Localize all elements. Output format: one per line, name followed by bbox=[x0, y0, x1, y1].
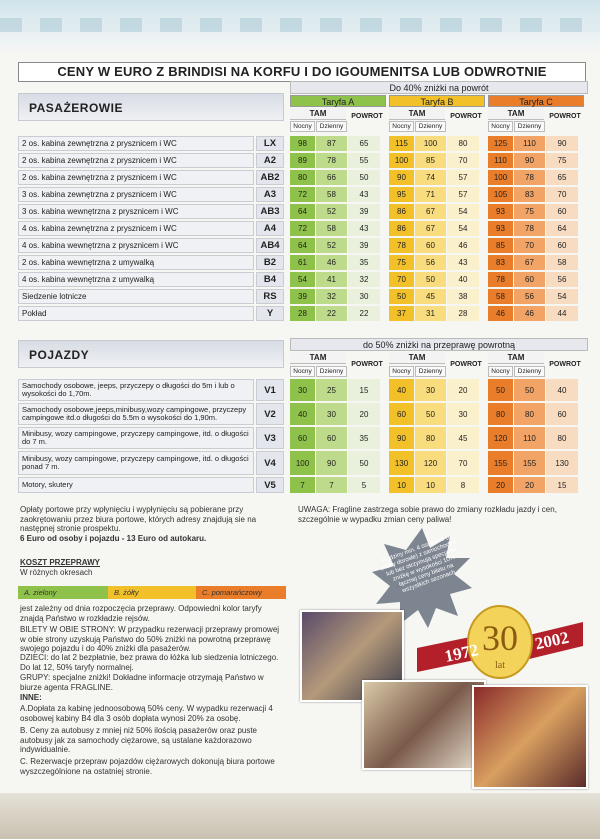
vehicle-price-cell: 20 bbox=[488, 477, 513, 493]
passenger-row-code: LX bbox=[256, 136, 284, 151]
powrot-header: POWROT bbox=[450, 113, 482, 120]
vehicle-powrot-header: POWROT bbox=[549, 361, 581, 368]
price-cell: 110 bbox=[514, 136, 545, 151]
vehicle-price-cell: 30 bbox=[290, 379, 315, 401]
vehicle-row-label: Minibusy, wozy campingowe, przyczepy campingowe, itd. o długości ponad 7 m. bbox=[18, 451, 254, 475]
vehicle-nocny-header: Nocny bbox=[290, 366, 315, 377]
price-cell: 78 bbox=[389, 238, 414, 253]
price-cell: 32 bbox=[316, 289, 347, 304]
price-cell: 86 bbox=[389, 221, 414, 236]
koszt-subtitle: W różnych okresach bbox=[20, 568, 93, 577]
price-cell: 80 bbox=[447, 136, 479, 151]
passenger-row-code: AB3 bbox=[256, 204, 284, 219]
price-cell: 52 bbox=[316, 238, 347, 253]
price-cell: 35 bbox=[348, 255, 380, 270]
nocny-header: Nocny bbox=[290, 121, 315, 132]
other-heading: INNE: bbox=[20, 693, 42, 702]
price-cell: 56 bbox=[415, 255, 446, 270]
price-cell: 105 bbox=[488, 187, 513, 202]
price-cell: 57 bbox=[447, 187, 479, 202]
price-cell: 54 bbox=[447, 221, 479, 236]
price-cell: 64 bbox=[290, 238, 315, 253]
price-cell: 43 bbox=[348, 221, 380, 236]
price-cell: 54 bbox=[546, 289, 578, 304]
vehicles-heading: POJAZDY bbox=[18, 340, 284, 368]
passenger-row-code: B2 bbox=[256, 255, 284, 270]
price-cell: 58 bbox=[316, 221, 347, 236]
port-fees-bold: 6 Euro od osoby i pojazdu - 13 Euro od autokaru. bbox=[20, 534, 207, 543]
price-cell: 90 bbox=[389, 170, 414, 185]
vehicle-price-cell: 130 bbox=[389, 451, 414, 475]
price-cell: 37 bbox=[389, 306, 414, 321]
vehicle-price-cell: 50 bbox=[514, 379, 545, 401]
dzienny-header: Dzienny bbox=[514, 121, 545, 132]
vehicle-row-code: V4 bbox=[256, 451, 284, 475]
price-cell: 39 bbox=[348, 238, 380, 253]
price-cell: 93 bbox=[488, 221, 513, 236]
price-cell: 85 bbox=[415, 153, 446, 168]
price-cell: 44 bbox=[546, 306, 578, 321]
passenger-row-code: Y bbox=[256, 306, 284, 321]
price-cell: 50 bbox=[389, 289, 414, 304]
vehicle-price-cell: 80 bbox=[514, 403, 545, 425]
koszt-title: KOSZT PRZEPRAWY bbox=[20, 558, 101, 567]
price-cell: 58 bbox=[546, 255, 578, 270]
other-b-note: B. Ceny za autobusy z mniej niż 50% ilością pasażerów oraz puste autobusy jak za samochody ciężarowe, są ustalane każdorazowo indywidualnie. bbox=[20, 726, 258, 754]
price-cell: 100 bbox=[389, 153, 414, 168]
passenger-row-label: 2 os. kabina zewnętrzna z prysznicem i WC bbox=[18, 153, 254, 168]
price-cell: 66 bbox=[316, 170, 347, 185]
price-cell: 46 bbox=[514, 306, 545, 321]
vehicle-price-cell: 60 bbox=[389, 403, 414, 425]
price-cell: 110 bbox=[488, 153, 513, 168]
price-cell: 83 bbox=[514, 187, 545, 202]
vehicle-price-cell: 50 bbox=[348, 451, 380, 475]
vehicle-price-cell: 30 bbox=[316, 403, 347, 425]
vehicle-price-cell: 40 bbox=[389, 379, 414, 401]
price-cell: 31 bbox=[415, 306, 446, 321]
vehicle-price-cell: 80 bbox=[415, 427, 446, 449]
price-cell: 71 bbox=[415, 187, 446, 202]
price-cell: 98 bbox=[290, 136, 315, 151]
vehicle-price-cell: 15 bbox=[348, 379, 380, 401]
passenger-row-code: AB2 bbox=[256, 170, 284, 185]
uwaga-note: UWAGA: Fragline zastrzega sobie prawo do zmiany rozkładu jazdy i cen, szczególnie w wypadku zmian ceny paliwa! bbox=[298, 505, 557, 524]
price-cell: 46 bbox=[488, 306, 513, 321]
vehicle-row-code: V2 bbox=[256, 403, 284, 425]
price-cell: 67 bbox=[415, 204, 446, 219]
price-cell: 89 bbox=[290, 153, 315, 168]
vehicles-discount-band: do 50% zniżki na przeprawę powrotną bbox=[290, 338, 588, 351]
vehicle-price-cell: 120 bbox=[415, 451, 446, 475]
price-cell: 74 bbox=[415, 170, 446, 185]
nocny-header: Nocny bbox=[389, 121, 414, 132]
price-cell: 60 bbox=[546, 204, 578, 219]
price-cell: 100 bbox=[415, 136, 446, 151]
vehicle-nocny-header: Nocny bbox=[389, 366, 414, 377]
price-cell: 38 bbox=[447, 289, 479, 304]
price-cell: 90 bbox=[546, 136, 578, 151]
vehicle-price-cell: 80 bbox=[488, 403, 513, 425]
vehicle-price-cell: 60 bbox=[290, 427, 315, 449]
vehicle-price-cell: 120 bbox=[488, 427, 513, 449]
price-cell: 67 bbox=[415, 221, 446, 236]
price-cell: 78 bbox=[316, 153, 347, 168]
price-cell: 55 bbox=[348, 153, 380, 168]
vehicle-price-cell: 110 bbox=[514, 427, 545, 449]
price-cell: 58 bbox=[488, 289, 513, 304]
vehicle-price-cell: 30 bbox=[447, 403, 479, 425]
price-cell: 61 bbox=[290, 255, 315, 270]
price-cell: 115 bbox=[389, 136, 414, 151]
passengers-discount-band: Do 40% zniżki na powrót bbox=[290, 81, 588, 94]
vehicle-price-cell: 40 bbox=[546, 379, 578, 401]
vehicle-tam-header: TAM bbox=[290, 352, 346, 364]
powrot-header: POWROT bbox=[549, 113, 581, 120]
vehicle-row-code: V3 bbox=[256, 427, 284, 449]
tam-header: TAM bbox=[488, 108, 544, 120]
price-cell: 50 bbox=[415, 272, 446, 287]
groups-note: GRUPY: specjalne zniżki! Dokładne informacje otrzymają Państwo w biurze agenta FRAGLINE. bbox=[20, 673, 264, 692]
year-start: 1972 bbox=[442, 640, 481, 666]
vehicle-row-label: Motory, skutery bbox=[18, 477, 254, 493]
vehicle-dzienny-header: Dzienny bbox=[316, 366, 347, 377]
sky-banner bbox=[0, 0, 600, 52]
legend-yellow: B. żółty bbox=[108, 586, 196, 599]
vehicle-price-cell: 45 bbox=[447, 427, 479, 449]
price-cell: 43 bbox=[348, 187, 380, 202]
price-cell: 78 bbox=[514, 170, 545, 185]
passenger-row-code: B4 bbox=[256, 272, 284, 287]
vehicle-dzienny-header: Dzienny bbox=[415, 366, 446, 377]
vehicle-price-cell: 70 bbox=[447, 451, 479, 475]
vehicle-price-cell: 90 bbox=[389, 427, 414, 449]
price-cell: 41 bbox=[316, 272, 347, 287]
price-cell: 95 bbox=[389, 187, 414, 202]
tariff-header-1: Taryfa B bbox=[389, 95, 485, 107]
price-cell: 22 bbox=[348, 306, 380, 321]
vehicle-price-cell: 50 bbox=[415, 403, 446, 425]
vehicle-price-cell: 15 bbox=[546, 477, 578, 493]
price-cell: 65 bbox=[546, 170, 578, 185]
return-tickets-note: BILETY W OBIE STRONY: W przypadku rezerwacji przeprawy promowej w obie strony uzyskują Państwo do 50% zniżki na powrotną przeprawę swojego pojazdu i do 40% zniżki dla pasażerów. bbox=[20, 625, 280, 653]
price-cell: 60 bbox=[546, 238, 578, 253]
price-cell: 54 bbox=[447, 204, 479, 219]
vehicle-tam-header: TAM bbox=[488, 352, 544, 364]
price-cell: 46 bbox=[447, 238, 479, 253]
other-c-note: C. Rezerwacje przepraw pojazdów ciężarowych dokonują biura portowe wyszczególnione na ostatniej stronie. bbox=[20, 757, 275, 776]
vehicle-price-cell: 7 bbox=[290, 477, 315, 493]
price-cell: 72 bbox=[290, 221, 315, 236]
vehicle-price-cell: 80 bbox=[546, 427, 578, 449]
vehicle-nocny-header: Nocny bbox=[488, 366, 513, 377]
tariff-header-0: Taryfa A bbox=[290, 95, 386, 107]
vehicle-row-label: Samochody osobowe, jeeps, przyczepy o długości do 5m i lub o wysokości do 1,70m. bbox=[18, 379, 254, 401]
vehicle-price-cell: 40 bbox=[290, 403, 315, 425]
passenger-row-label: 4 os. kabina zewnętrzna z prysznicem i WC bbox=[18, 221, 254, 236]
price-cell: 90 bbox=[514, 153, 545, 168]
passenger-row-code: A2 bbox=[256, 153, 284, 168]
vehicle-price-cell: 5 bbox=[348, 477, 380, 493]
vehicle-price-cell: 7 bbox=[316, 477, 347, 493]
photo-dining bbox=[362, 680, 486, 770]
vehicle-price-cell: 10 bbox=[389, 477, 414, 493]
price-cell: 30 bbox=[348, 289, 380, 304]
price-cell: 22 bbox=[316, 306, 347, 321]
vehicle-price-cell: 155 bbox=[514, 451, 545, 475]
price-cell: 56 bbox=[546, 272, 578, 287]
decorative-footer bbox=[0, 793, 600, 839]
price-cell: 75 bbox=[546, 153, 578, 168]
tam-header: TAM bbox=[290, 108, 346, 120]
price-cell: 78 bbox=[488, 272, 513, 287]
price-cell: 75 bbox=[389, 255, 414, 270]
passenger-row-code: AB4 bbox=[256, 238, 284, 253]
dzienny-header: Dzienny bbox=[415, 121, 446, 132]
price-cell: 83 bbox=[488, 255, 513, 270]
passenger-row-label: 3 os. kabina wewnętrzna z prysznicem i WC bbox=[18, 204, 254, 219]
other-a-note: A.Dopłata za kabinę jednoosobową 50% ceny. W wypadku rezerwacji 4 osobowej kabiny B4 dla 3 osób dopłata wynosi 20% za osobę. bbox=[20, 704, 273, 723]
passenger-row-label: 2 os. kabina wewnętrzna z umywalką bbox=[18, 255, 254, 270]
vehicle-price-cell: 100 bbox=[290, 451, 315, 475]
vehicle-powrot-header: POWROT bbox=[450, 361, 482, 368]
passenger-row-label: 3 os. kabina zewnętrzna z prysznicem i WC bbox=[18, 187, 254, 202]
passenger-row-code: RS bbox=[256, 289, 284, 304]
price-cell: 60 bbox=[514, 272, 545, 287]
tam-header: TAM bbox=[389, 108, 445, 120]
vehicle-row-label: Minibusy, wozy campingowe, przyczepy campingowe, itd. o długości do 7 m. bbox=[18, 427, 254, 449]
vehicle-price-cell: 30 bbox=[415, 379, 446, 401]
vehicle-row-code: V5 bbox=[256, 477, 284, 493]
vehicle-row-label: Samochody osobowe,jeeps,minibusy,wozy campingowe, przyczepy campingowe itd.o długości do 5.5m o wysokości do 1,90m. bbox=[18, 403, 254, 425]
vehicle-price-cell: 50 bbox=[488, 379, 513, 401]
anniversary-logo bbox=[415, 600, 585, 680]
vehicle-price-cell: 60 bbox=[546, 403, 578, 425]
vehicle-price-cell: 20 bbox=[447, 379, 479, 401]
vehicle-tam-header: TAM bbox=[389, 352, 445, 364]
price-cell: 52 bbox=[316, 204, 347, 219]
price-cell: 28 bbox=[447, 306, 479, 321]
price-cell: 58 bbox=[316, 187, 347, 202]
powrot-header: POWROT bbox=[351, 113, 383, 120]
price-cell: 39 bbox=[348, 204, 380, 219]
passengers-heading: PASAŻEROWIE bbox=[18, 93, 284, 121]
price-cell: 86 bbox=[389, 204, 414, 219]
vehicle-price-cell: 60 bbox=[316, 427, 347, 449]
children-note: DZIECI: do lat 2 bezpłatnie, bez prawa do łóżka lub siedzenia lotniczego. Do lat 12, 50% taryfy normalnej. bbox=[20, 653, 279, 672]
price-cell: 50 bbox=[348, 170, 380, 185]
photo-interior bbox=[472, 685, 588, 789]
price-cell: 40 bbox=[447, 272, 479, 287]
price-cell: 64 bbox=[546, 221, 578, 236]
vehicle-row-code: V1 bbox=[256, 379, 284, 401]
vehicle-price-cell: 155 bbox=[488, 451, 513, 475]
price-cell: 57 bbox=[447, 170, 479, 185]
price-cell: 70 bbox=[546, 187, 578, 202]
nocny-header: Nocny bbox=[488, 121, 513, 132]
price-cell: 65 bbox=[348, 136, 380, 151]
price-cell: 39 bbox=[290, 289, 315, 304]
vehicle-price-cell: 20 bbox=[348, 403, 380, 425]
passenger-row-label: 2 os. kabina zewnętrzna z prysznicem i WC bbox=[18, 136, 254, 151]
price-cell: 87 bbox=[316, 136, 347, 151]
passenger-row-code: A4 bbox=[256, 221, 284, 236]
price-cell: 64 bbox=[290, 204, 315, 219]
price-cell: 93 bbox=[488, 204, 513, 219]
passenger-row-label: Siedzenie lotnicze bbox=[18, 289, 254, 304]
vehicle-price-cell: 20 bbox=[514, 477, 545, 493]
vehicle-price-cell: 130 bbox=[546, 451, 578, 475]
price-cell: 72 bbox=[290, 187, 315, 202]
price-cell: 54 bbox=[290, 272, 315, 287]
anniversary-number: 30 bbox=[482, 618, 518, 658]
anniversary-lat: lat bbox=[495, 660, 505, 671]
price-cell: 80 bbox=[290, 170, 315, 185]
price-cell: 32 bbox=[348, 272, 380, 287]
passenger-row-label: 2 os. kabina zewnętrzna z prysznicem i WC bbox=[18, 170, 254, 185]
price-cell: 78 bbox=[514, 221, 545, 236]
price-cell: 28 bbox=[290, 306, 315, 321]
port-fees-note: Opłaty portowe przy wpłynięciu i wypłynięciu są pobierane przy zaokrętowaniu przez biura portowe, których adresy znajdują sie na następnej stronie prospektu. bbox=[20, 505, 257, 533]
price-cell: 60 bbox=[415, 238, 446, 253]
tariff-color-note: jest zależny od dnia rozpoczęcia przeprawy. Odpowiedni kolor taryfy znajdą Państwo w rozkładzie rejsów. bbox=[20, 604, 262, 623]
price-cell: 70 bbox=[447, 153, 479, 168]
passenger-row-label: 4 os. kabina wewnętrzna z umywalką bbox=[18, 272, 254, 287]
vehicle-powrot-header: POWROT bbox=[351, 361, 383, 368]
passenger-row-code: A3 bbox=[256, 187, 284, 202]
vehicle-price-cell: 25 bbox=[316, 379, 347, 401]
year-end: 2002 bbox=[533, 627, 571, 654]
price-cell: 85 bbox=[488, 238, 513, 253]
price-cell: 70 bbox=[514, 238, 545, 253]
vehicle-price-cell: 10 bbox=[415, 477, 446, 493]
price-cell: 125 bbox=[488, 136, 513, 151]
price-cell: 56 bbox=[514, 289, 545, 304]
price-cell: 70 bbox=[389, 272, 414, 287]
price-cell: 67 bbox=[514, 255, 545, 270]
passenger-row-label: 4 os. kabina wewnętrzna z prysznicem i WC bbox=[18, 238, 254, 253]
vehicle-price-cell: 8 bbox=[447, 477, 479, 493]
price-cell: 75 bbox=[514, 204, 545, 219]
price-cell: 45 bbox=[415, 289, 446, 304]
tariff-header-2: Taryfa C bbox=[488, 95, 584, 107]
passenger-row-label: Pokład bbox=[18, 306, 254, 321]
price-cell: 100 bbox=[488, 170, 513, 185]
starburst-text: Rodziny min. 4 osobowe (2 osoby dorosłe) z samochodem lub bez otrzymują specjalną zniżkę w wysokości 10% łącznej ceny biletu na wszystkich sezonach bbox=[379, 533, 459, 595]
dzienny-header: Dzienny bbox=[316, 121, 347, 132]
legend-green: A. zielony bbox=[18, 586, 108, 599]
vehicle-price-cell: 35 bbox=[348, 427, 380, 449]
vehicle-dzienny-header: Dzienny bbox=[514, 366, 545, 377]
price-cell: 46 bbox=[316, 255, 347, 270]
price-cell: 43 bbox=[447, 255, 479, 270]
page-title: CENY W EURO Z BRINDISI NA KORFU I DO IGOUMENITSA LUB ODWROTNIE bbox=[18, 62, 586, 82]
vehicle-price-cell: 90 bbox=[316, 451, 347, 475]
legend-orange: C. pomarańczowy bbox=[196, 586, 286, 599]
